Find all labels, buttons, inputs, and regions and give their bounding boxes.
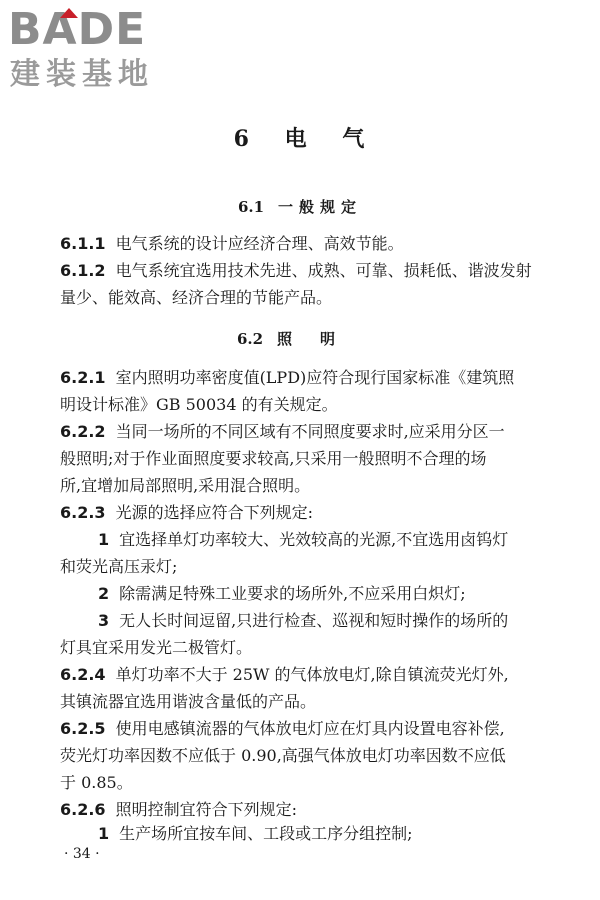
section-title: 照明 bbox=[277, 330, 364, 348]
clause-number: 6.2.2 bbox=[60, 422, 106, 441]
clause-text: 量少、能效高、经济合理的节能产品。 bbox=[60, 288, 333, 307]
clause-continuation bbox=[60, 395, 560, 415]
clause-text: 明设计标准》GB 50034 的有关规定。 bbox=[60, 395, 338, 414]
clause-number: 6.2.4 bbox=[60, 665, 106, 684]
clause-number: 6.1.1 bbox=[60, 234, 106, 253]
clause-text: 电气系统的设计应经济合理、高效节能。 bbox=[115, 234, 404, 253]
item-text: 除需满足特殊工业要求的场所外,不应采用白炽灯; bbox=[119, 584, 466, 603]
clause-6-2-5 bbox=[60, 719, 560, 739]
clause-text: 照明控制宜符合下列规定: bbox=[115, 800, 297, 819]
section-number: 6.1 bbox=[237, 198, 265, 216]
clause-continuation bbox=[60, 773, 560, 793]
chapter-number: 6 bbox=[233, 126, 251, 152]
clause-6-2-3 bbox=[60, 503, 560, 523]
item-text: 无人长时间逗留,只进行检查、巡视和短时操作的场所的 bbox=[119, 611, 509, 630]
clause-text: 使用电感镇流器的气体放电灯应在灯具内设置电容补偿, bbox=[115, 719, 505, 738]
list-item bbox=[98, 584, 598, 604]
clause-text: 于 0.85。 bbox=[60, 773, 133, 792]
clause-text: 般照明;对于作业面照度要求较高,只采用一般照明不合理的场 bbox=[60, 449, 487, 468]
clause-text: 单灯功率不大于 25W 的气体放电灯,除自镇流荧光灯外, bbox=[115, 665, 509, 684]
clause-number: 6.2.5 bbox=[60, 719, 106, 738]
page-number: · 34 · bbox=[64, 846, 100, 862]
item-number: 1 bbox=[98, 530, 110, 549]
chapter-title-part1: 电 bbox=[284, 126, 309, 152]
clause-text: 当同一场所的不同区域有不同照度要求时,应采用分区一 bbox=[115, 422, 505, 441]
logo-wordmark: BADE bbox=[8, 4, 147, 55]
clause-6-2-4 bbox=[60, 665, 560, 685]
logo-subtitle: 建装基地 bbox=[10, 57, 154, 92]
clause-text: 电气系统宜选用技术先进、成熟、可靠、损耗低、谐波发射 bbox=[115, 261, 532, 280]
item-text: 宜选择单灯功率较大、光效较高的光源,不宜选用卤钨灯 bbox=[119, 530, 509, 549]
chapter-title-part2: 气 bbox=[342, 126, 367, 152]
item-text: 生产场所宜按车间、工段或工序分组控制; bbox=[119, 824, 413, 843]
clause-text: 荧光灯功率因数不应低于 0.90,高强气体放电灯功率因数不应低 bbox=[60, 746, 506, 765]
clause-6-2-1 bbox=[60, 368, 560, 388]
clause-text: 室内照明功率密度值(LPD)应符合现行国家标准《建筑照 bbox=[115, 368, 515, 387]
item-number: 2 bbox=[98, 584, 110, 603]
item-text: 和荧光高压汞灯; bbox=[60, 557, 178, 576]
clause-text: 光源的选择应符合下列规定: bbox=[115, 503, 313, 522]
clause-text: 所,宜增加局部照明,采用混合照明。 bbox=[60, 476, 311, 495]
clause-6-2-2 bbox=[60, 422, 560, 442]
clause-number: 6.2.6 bbox=[60, 800, 106, 819]
clause-number: 6.2.1 bbox=[60, 368, 106, 387]
section-heading-lighting bbox=[0, 328, 600, 349]
logo-accent-triangle bbox=[60, 8, 78, 18]
clause-number: 6.1.2 bbox=[60, 261, 106, 280]
section-heading-general bbox=[0, 196, 600, 217]
list-item bbox=[98, 530, 598, 550]
list-item bbox=[98, 611, 598, 631]
item-number: 1 bbox=[98, 824, 110, 843]
clause-continuation bbox=[60, 746, 560, 766]
section-number: 6.2 bbox=[236, 330, 264, 348]
item-text: 灯具宜采用发光二极管灯。 bbox=[60, 638, 253, 657]
clause-continuation bbox=[60, 692, 560, 712]
list-item bbox=[98, 824, 598, 844]
clause-continuation bbox=[60, 476, 560, 496]
clause-number: 6.2.3 bbox=[60, 503, 106, 522]
clause-6-2-6 bbox=[60, 800, 560, 820]
list-item-continuation bbox=[60, 638, 560, 658]
chapter-heading bbox=[0, 122, 600, 153]
clause-text: 其镇流器宜选用谐波含量低的产品。 bbox=[60, 692, 317, 711]
clause-continuation bbox=[60, 449, 560, 469]
clause-continuation bbox=[60, 288, 560, 308]
clause-6-1-2 bbox=[60, 261, 560, 281]
clause-6-1-1 bbox=[60, 234, 560, 254]
list-item-continuation bbox=[60, 557, 560, 577]
section-title: 一般规定 bbox=[278, 198, 363, 216]
item-number: 3 bbox=[98, 611, 110, 630]
bade-logo bbox=[8, 6, 183, 96]
